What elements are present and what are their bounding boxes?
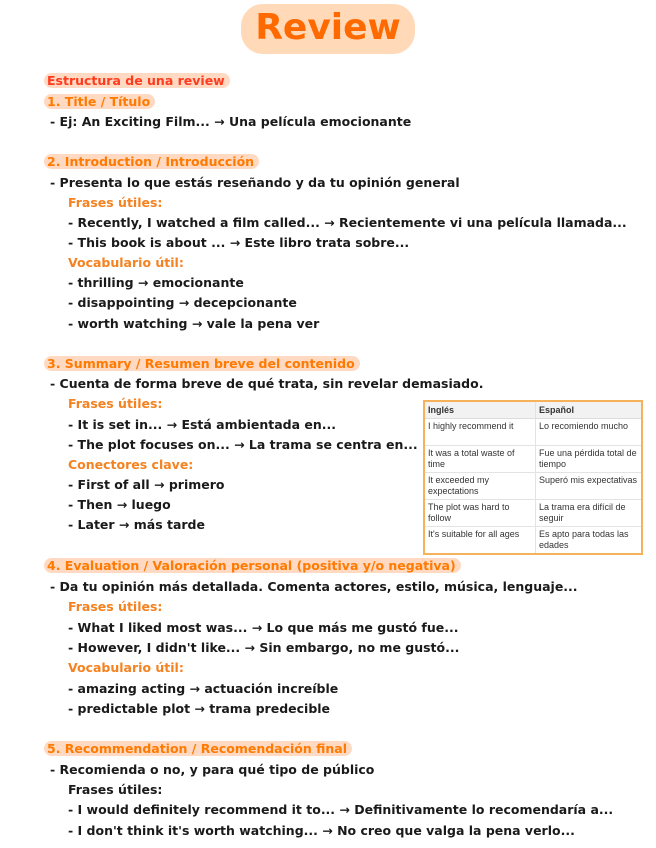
section-3-description: - Cuenta de forma breve de qué trata, sin revelar demasiado. <box>50 376 484 391</box>
section-2-vocab-label: Vocabulario útil: <box>68 255 184 270</box>
table-header-row <box>424 401 642 419</box>
section-2-frase-1: - Recently, I watched a film called... → Recientemente vi una película llamada... <box>68 215 627 230</box>
section-3-conector-3: - Later → más tarde <box>68 517 205 532</box>
table-cell: The plot was hard to follow <box>424 500 536 527</box>
section-5-title: 5. Recommendation / Recomendación final <box>44 741 352 756</box>
table-cell: Superó mis expectativas <box>536 473 643 500</box>
table-cell: It was a total waste of time <box>424 446 536 473</box>
structure-heading-line <box>44 72 230 90</box>
section-2-vocab-3: - worth watching → vale la pena ver <box>68 316 320 331</box>
section-3-conector-1: - First of all → primero <box>68 477 225 492</box>
section-3-frases-label: Frases útiles: <box>68 396 163 411</box>
section-4-description: - Da tu opinión más detallada. Comenta actores, estilo, música, lenguaje... <box>50 579 578 594</box>
table-row <box>424 419 642 446</box>
section-1-title-line <box>44 93 155 111</box>
section-4-frase-2: - However, I didn't like... → Sin embargo, no me gustó... <box>68 640 460 655</box>
table-cell: It exceeded my expectations <box>424 473 536 500</box>
table-cell: I highly recommend it <box>424 419 536 446</box>
section-3-title: 3. Summary / Resumen breve del contenido <box>44 356 360 371</box>
section-5-description: - Recomienda o no, y para qué tipo de público <box>50 762 375 777</box>
table-header-espanol: Español <box>536 401 643 419</box>
section-3-frase-1: - It is set in... → Está ambientada en... <box>68 417 337 432</box>
section-4-vocab-2: - predictable plot → trama predecible <box>68 701 331 716</box>
section-2-frase-2: - This book is about ... → Este libro trata sobre... <box>68 235 410 250</box>
section-4-frase-1: - What I liked most was... → Lo que más me gustó fue... <box>68 620 459 635</box>
section-4-title: 4. Evaluation / Valoración personal (positiva y/o negativa) <box>44 558 461 573</box>
table-cell: Fue una pérdida total de tiempo <box>536 446 643 473</box>
section-4-title-line <box>44 557 461 575</box>
section-3-title-line <box>44 355 360 373</box>
structure-heading: Estructura de una review <box>44 73 230 88</box>
section-1-example: - Ej: An Exciting Film... → Una película emocionante <box>50 114 412 129</box>
section-5-frase-1: - I would definitely recommend it to... → Definitivamente lo recomendaría a... <box>68 802 614 817</box>
section-4-vocab-label: Vocabulario útil: <box>68 660 184 675</box>
table-cell: It's suitable for all ages <box>424 527 536 555</box>
table-row <box>424 446 642 473</box>
section-2-description: - Presenta lo que estás reseñando y da tu opinión general <box>50 175 460 190</box>
table-cell: Es apto para todas las edades <box>536 527 643 555</box>
section-3-conectores-label: Conectores clave: <box>68 457 194 472</box>
section-5-title-line <box>44 740 352 758</box>
section-4-frases-label: Frases útiles: <box>68 599 163 614</box>
table-cell: Lo recomiendo mucho <box>536 419 643 446</box>
section-1-title: 1. Title / Título <box>44 94 155 109</box>
table-row <box>424 500 642 527</box>
table-row <box>424 527 642 555</box>
page-title: Review <box>241 4 415 54</box>
section-2-title: 2. Introduction / Introducción <box>44 154 259 169</box>
table-row <box>424 473 642 500</box>
section-2-frases-label: Frases útiles: <box>68 195 163 210</box>
section-2-vocab-1: - thrilling → emocionante <box>68 275 244 290</box>
phrases-table <box>423 400 643 555</box>
section-3-conector-2: - Then → luego <box>68 497 171 512</box>
section-4-vocab-1: - amazing acting → actuación increíble <box>68 681 339 696</box>
table-cell: La trama era difícil de seguir <box>536 500 643 527</box>
table-header-ingles: Inglés <box>424 401 536 419</box>
title-container <box>0 4 656 54</box>
section-2-title-line <box>44 153 259 171</box>
section-2-vocab-2: - disappointing → decepcionante <box>68 295 297 310</box>
section-5-frases-label: Frases útiles: <box>68 782 163 797</box>
section-5-frase-2: - I don't think it's worth watching... → No creo que valga la pena verlo... <box>68 823 575 838</box>
section-3-frase-2: - The plot focuses on... → La trama se centra en... <box>68 437 418 452</box>
